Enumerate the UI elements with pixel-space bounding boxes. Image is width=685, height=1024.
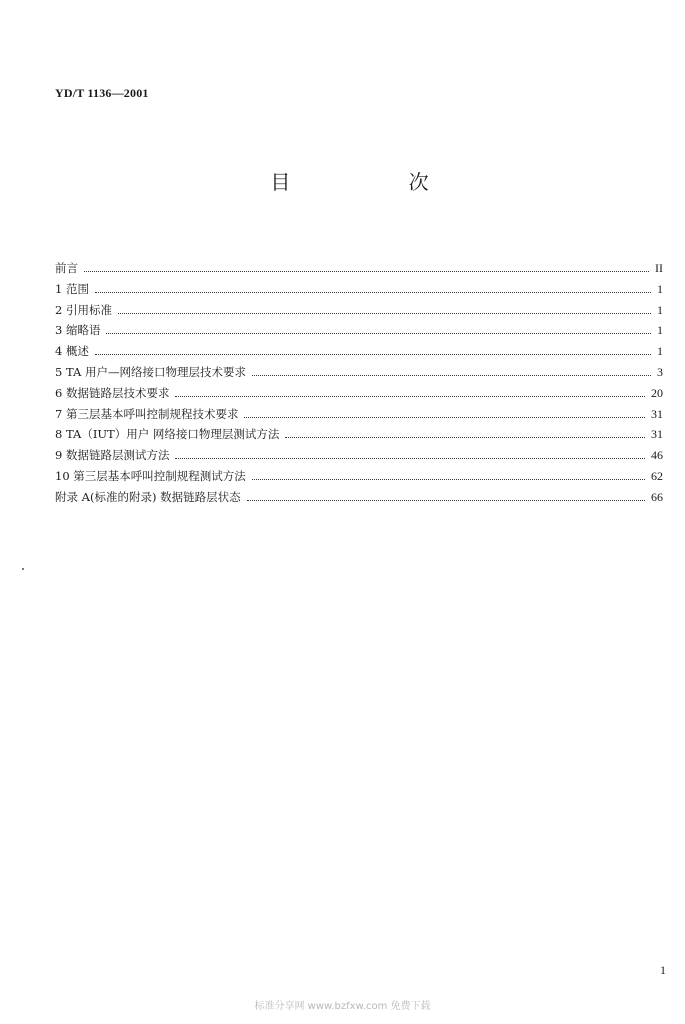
toc-entry-page: 20 <box>651 385 663 400</box>
toc-entry[interactable] <box>55 362 663 383</box>
dot-leader <box>106 333 651 334</box>
toc-entry-page: 1 <box>657 302 663 317</box>
scan-speck <box>22 568 24 570</box>
toc-entry[interactable] <box>55 341 663 362</box>
toc-entry-page: 31 <box>651 406 663 421</box>
toc-entry-title: 10 第三层基本呼叫控制规程测试方法 <box>55 468 246 483</box>
dot-leader <box>252 375 651 376</box>
toc-entry-title: 9 数据链路层测试方法 <box>55 448 170 463</box>
toc-entry[interactable] <box>55 300 663 321</box>
dot-leader <box>95 354 651 355</box>
dot-leader <box>247 500 645 501</box>
dot-leader <box>252 479 645 480</box>
toc-entry-title: 3 缩略语 <box>55 323 101 338</box>
toc-entry[interactable] <box>55 466 663 487</box>
toc-entry-page: 46 <box>651 448 663 463</box>
toc-entry[interactable] <box>55 383 663 404</box>
dot-leader <box>175 458 645 459</box>
dot-leader <box>285 437 645 438</box>
toc-heading: 目 次 <box>270 170 485 194</box>
toc-entry[interactable] <box>55 445 663 466</box>
toc-entry-page: 62 <box>651 468 663 483</box>
watermark: 标准分享网 www.bzfxw.com 免费下载 <box>254 1001 431 1012</box>
toc-entry-title: 1 范围 <box>55 281 89 296</box>
table-of-contents <box>55 258 663 508</box>
toc-entry-page: 31 <box>651 427 663 442</box>
toc-entry-page: 66 <box>651 489 663 504</box>
page-number: 1 <box>660 963 666 977</box>
toc-entry-page: 1 <box>657 323 663 338</box>
toc-entry[interactable] <box>55 320 663 341</box>
toc-entry-title: 7 第三层基本呼叫控制规程技术要求 <box>55 406 239 421</box>
dot-leader <box>95 292 651 293</box>
toc-entry[interactable] <box>55 258 663 279</box>
dot-leader <box>175 396 645 397</box>
dot-leader <box>244 417 645 418</box>
toc-entry-title: 8 TA（IUT）用户 网络接口物理层测试方法 <box>55 427 280 442</box>
toc-entry[interactable] <box>55 279 663 300</box>
toc-entry[interactable] <box>55 404 663 425</box>
toc-entry-page: II <box>655 261 663 275</box>
toc-entry-page: 1 <box>657 344 663 359</box>
toc-entry-title: 4 概述 <box>55 344 89 359</box>
toc-entry-title: 前言 <box>55 261 78 275</box>
toc-entry-title: 5 TA 用户—网络接口物理层技术要求 <box>55 364 246 379</box>
toc-entry-page: 1 <box>657 281 663 296</box>
document-code: YD/T 1136—2001 <box>55 86 149 100</box>
toc-entry-title: 2 引用标准 <box>55 302 112 317</box>
dot-leader <box>118 313 651 314</box>
dot-leader <box>84 271 649 272</box>
toc-entry[interactable] <box>55 487 663 508</box>
toc-entry-title: 附录 A(标准的附录) 数据链路层状态 <box>55 489 241 504</box>
toc-entry-page: 3 <box>657 364 663 379</box>
toc-entry-title: 6 数据链路层技术要求 <box>55 385 170 400</box>
toc-entry[interactable] <box>55 424 663 445</box>
